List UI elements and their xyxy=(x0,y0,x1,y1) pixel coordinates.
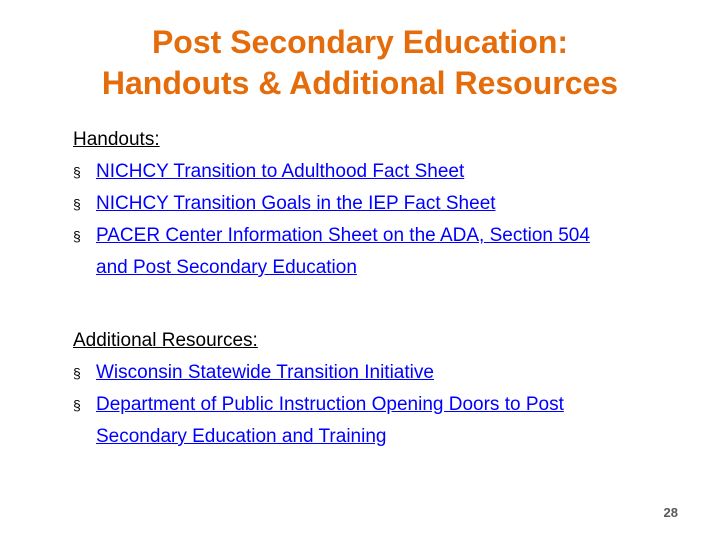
bullet-icon: § xyxy=(73,196,81,212)
bullet-icon: § xyxy=(73,228,81,244)
link-transition-goals-iep[interactable]: NICHCY Transition Goals in the IEP Fact Sheet xyxy=(96,193,496,214)
title-line-1: Post Secondary Education: xyxy=(151,24,569,60)
link-line-2: Secondary Education and Training xyxy=(96,426,387,447)
resources-heading: Additional Resources: xyxy=(73,330,258,351)
list-item xyxy=(73,357,673,389)
handouts-section xyxy=(73,124,673,284)
link-line-1: Department of Public Instruction Opening Doors to Post xyxy=(96,394,564,415)
handouts-list xyxy=(73,156,673,284)
bullet-icon: § xyxy=(73,365,81,381)
slide-title xyxy=(40,22,680,104)
link-dpi-opening-doors[interactable] xyxy=(96,394,564,447)
bullet-icon: § xyxy=(73,397,81,413)
handouts-heading: Handouts: xyxy=(73,129,160,150)
list-item xyxy=(73,220,673,284)
title-line-2: Handouts & Additional Resources xyxy=(101,65,619,101)
link-line-1: PACER Center Information Sheet on the ADA, Section 504 xyxy=(96,225,590,246)
list-item xyxy=(73,188,673,220)
bullet-icon: § xyxy=(73,164,81,180)
additional-resources-section xyxy=(73,325,673,453)
list-item xyxy=(73,389,673,453)
link-wisconsin-transition-initiative[interactable]: Wisconsin Statewide Transition Initiative xyxy=(96,362,434,383)
link-transition-to-adulthood[interactable]: NICHCY Transition to Adulthood Fact Sheet xyxy=(96,161,465,182)
list-item xyxy=(73,156,673,188)
resources-list xyxy=(73,357,673,453)
link-line-2: and Post Secondary Education xyxy=(96,257,357,278)
link-pacer-ada-504[interactable] xyxy=(96,225,590,278)
page-number: 28 xyxy=(663,505,678,520)
